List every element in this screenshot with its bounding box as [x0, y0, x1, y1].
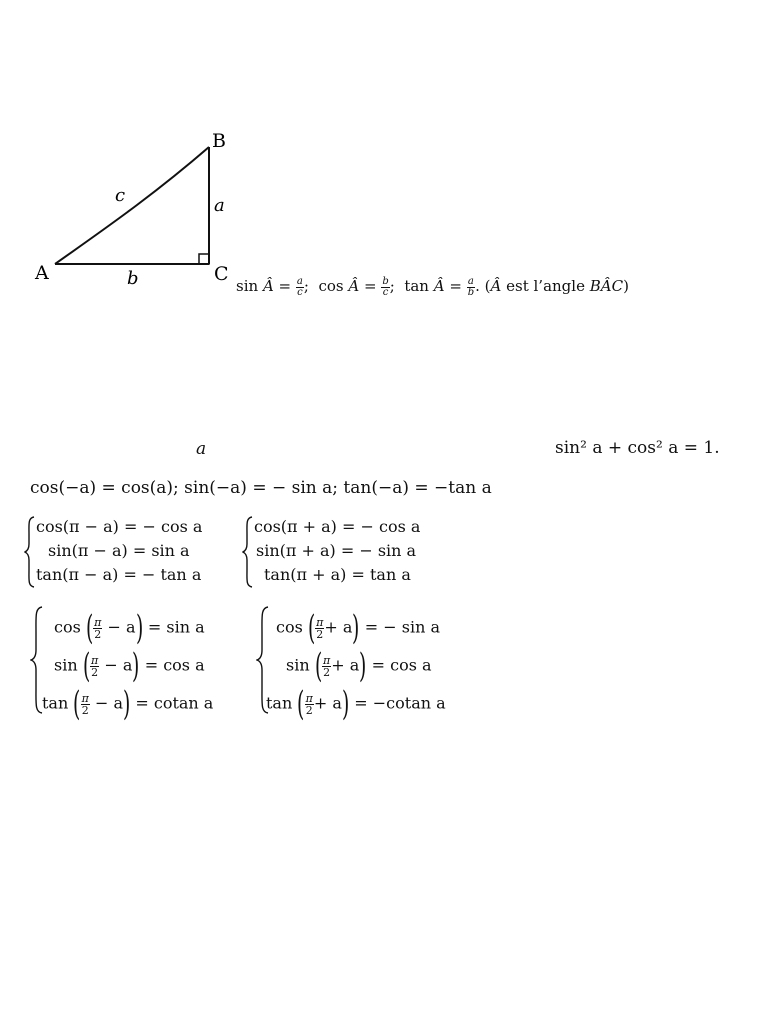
pi-plus-cos: cos(π + a) = − cos a [254, 517, 421, 536]
sin-label: sin [236, 277, 259, 295]
sin-fraction: $\frac{a}{c}$ [296, 275, 303, 298]
half-pi-plus-sin: sin ( $\frac{\pi}{2}$ + a) = cos a [286, 646, 432, 686]
half-pi-minus-sin: sin ( $\frac{\pi}{2}$ − a) = cos a [54, 646, 205, 686]
side-b-label: b [127, 268, 139, 289]
side-a-label: a [214, 195, 225, 216]
pi-plus-sin: sin(π + a) = − sin a [256, 541, 417, 560]
pi-minus-sin: sin(π − a) = sin a [48, 541, 190, 560]
half-pi-minus-cos: cos ( $\frac{\pi}{2}$ − a) = sin a [54, 608, 205, 648]
left-brace-icon [24, 514, 36, 590]
vertex-b-label: B [212, 130, 226, 152]
half-pi-minus-tan: tan ( $\frac{\pi}{2}$ − a) = cotan a [42, 684, 214, 724]
pi-plus-tan: tan(π + a) = tan a [264, 565, 411, 584]
half-pi-plus-cos: cos ( $\frac{\pi}{2}$ + a) = − sin a [276, 608, 441, 648]
vertex-c-label: C [214, 263, 229, 285]
angle-note: (Â est l’angle BÂC) [484, 277, 629, 295]
trig-ratios-line: sin Â = $\frac{a}{c}$ ; cos Â = $\frac{b}{c}$ ; tan Â = $\frac{a}{b}$ . (Â est l’angle BÂC) [236, 275, 629, 298]
angle-a-hat: Â [262, 277, 274, 295]
vertex-a-label: A [35, 262, 49, 284]
system-half-pi-minus-a [30, 604, 260, 724]
triangle-hypotenuse [55, 147, 209, 264]
tan-fraction: $\frac{a}{b}$ [467, 275, 475, 298]
tan-label: tan [404, 277, 429, 295]
system-pi-minus-a [24, 514, 244, 590]
right-triangle-figure [0, 0, 300, 300]
variable-a: a [196, 439, 207, 459]
side-c-label: c [115, 185, 126, 206]
half-pi-plus-tan: tan ( $\frac{\pi}{2}$ + a) = −cotan a [266, 684, 446, 724]
angle-a-hat: Â [433, 277, 445, 295]
cos-label: cos [318, 277, 344, 295]
pi-minus-tan: tan(π − a) = − tan a [36, 565, 202, 584]
system-half-pi-plus-a [256, 604, 496, 724]
angle-a-hat: Â [348, 277, 360, 295]
left-brace-icon [242, 514, 254, 590]
pi-minus-cos: cos(π − a) = − cos a [36, 517, 203, 536]
right-angle-marker [199, 254, 209, 264]
system-pi-plus-a [242, 514, 462, 590]
pythagorean-identity: sin² a + cos² a = 1. [555, 438, 720, 458]
cos-fraction: $\frac{b}{c}$ [382, 275, 389, 298]
parity-identities: cos(−a) = cos(a); sin(−a) = − sin a; tan(−a) = −tan a [30, 478, 492, 498]
